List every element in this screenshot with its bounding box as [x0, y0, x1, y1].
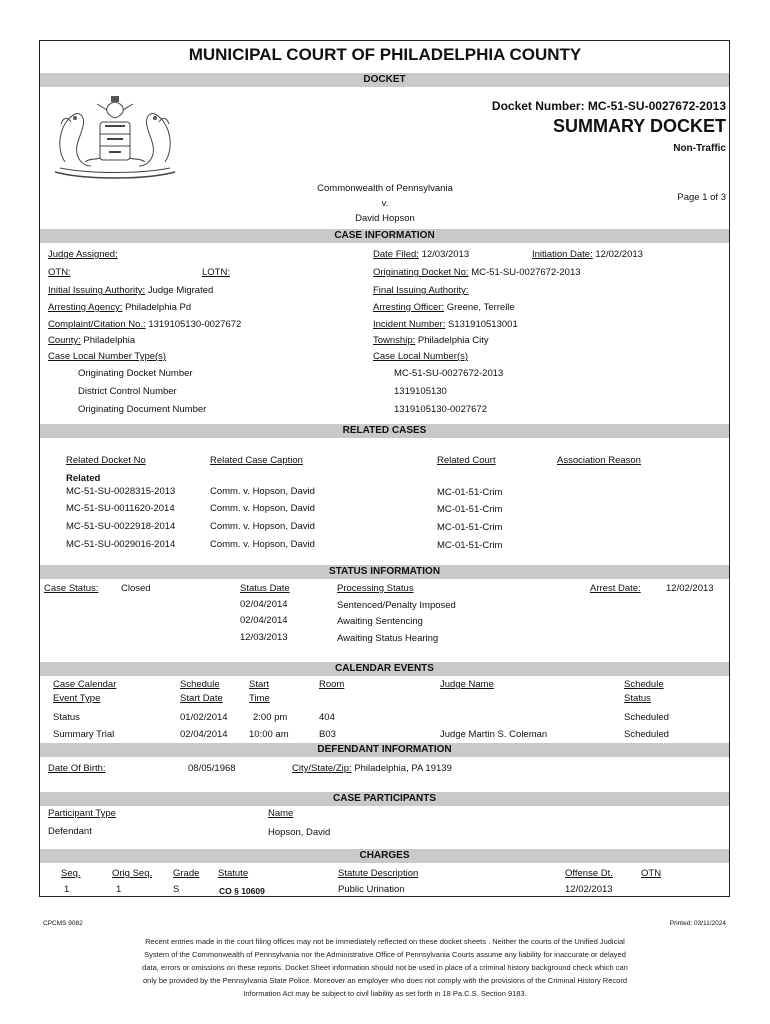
dob-value: 08/05/1968: [188, 763, 236, 774]
otn-label: OTN:: [48, 267, 71, 278]
related-group-label: Related: [66, 473, 101, 484]
participant-name-header: Name: [268, 808, 294, 819]
related-caption-cell: Comm. v. Hopson, David: [210, 486, 315, 497]
city-label: City/State/Zip:: [292, 763, 352, 774]
calendar-room-cell: B03: [319, 729, 336, 740]
participant-name-cell: Hopson, David: [268, 827, 331, 838]
originating-docket-label: Originating Docket No:: [373, 267, 469, 278]
arresting-agency-value: Philadelphia Pd: [125, 302, 192, 313]
case-status-label: Case Status:: [44, 583, 99, 594]
case-information-bar: CASE INFORMATION: [40, 229, 729, 243]
originating-docket: [373, 267, 581, 279]
association-reason-header: Association Reason: [557, 455, 641, 466]
calendar-event-header: Case Calendar: [53, 679, 117, 690]
local-type-label: Case Local Number Type(s): [48, 351, 167, 362]
initial-issuing-value: Judge Migrated: [147, 285, 214, 296]
caption-line-3: David Hopson: [355, 213, 415, 224]
docket-number: Docket Number: MC-51-SU-0027672-2013: [491, 99, 726, 113]
disclaimer-line: only be provided by the Pennsylvania State Police. Moreover an employer who does not comply with the provisions of the Criminal History Record: [143, 976, 627, 985]
schedule-status-header: Status: [624, 693, 651, 704]
status-date-cell: 02/04/2014: [240, 599, 288, 610]
related-docket-cell: MC-51-SU-0011620-2014: [66, 503, 175, 514]
arresting-agency-label: Arresting Agency:: [48, 302, 123, 313]
date-filed: [373, 249, 469, 261]
charge-orig-seq-cell: 1: [116, 884, 122, 895]
local-number-row: 1319105130-0027672: [394, 404, 487, 415]
local-number-row: MC-51-SU-0027672-2013: [394, 368, 504, 379]
status-date-header: Status Date: [240, 583, 290, 594]
charge-statute-header: Statute: [218, 868, 249, 879]
non-traffic-label: Non-Traffic: [673, 143, 726, 154]
calendar-event-cell: Summary Trial: [53, 729, 115, 740]
township-value: Philadelphia City: [417, 335, 489, 346]
local-type-row: District Control Number: [78, 386, 177, 397]
disclaimer-line: Recent entries made in the court filing offices may not be immediately reflected on these docket sheets . Neither the courts of the Unified Judicial: [145, 937, 625, 946]
schedule-start-header: Start Date: [180, 693, 223, 704]
charge-description-header: Statute Description: [338, 868, 419, 879]
participant-type-header: Participant Type: [48, 808, 116, 819]
charge-grade-cell: S: [173, 884, 180, 895]
case-status-value: Closed: [121, 583, 151, 594]
calendar-date-cell: 01/02/2014: [180, 712, 228, 723]
court-title: MUNICIPAL COURT OF PHILADELPHIA COUNTY: [188, 45, 582, 64]
related-court-header: Related Court: [437, 455, 496, 466]
related-caption-cell: Comm. v. Hopson, David: [210, 503, 315, 514]
township-label: Township:: [373, 335, 416, 346]
local-number-row: 1319105130: [394, 386, 447, 397]
initiation-date: [532, 249, 643, 261]
related-caption-cell: Comm. v. Hopson, David: [210, 521, 315, 532]
related-caption-header: Related Case Caption: [210, 455, 303, 466]
disclaimer-line: Information Act may be subject to civil liability as set forth in 18 Pa.C.S. Section 9183.: [243, 989, 527, 998]
calendar-date-cell: 02/04/2014: [180, 729, 228, 740]
defendant-information-bar: DEFENDANT INFORMATION: [40, 743, 729, 757]
related-court-cell: MC-01-51-Crim: [437, 487, 503, 498]
county-label: County:: [48, 335, 81, 346]
charge-description-cell: Public Urination: [338, 884, 405, 895]
related-docket-cell: MC-51-SU-0022918-2014: [66, 521, 176, 532]
calendar-status-cell: Scheduled: [624, 729, 669, 740]
room-header: Room: [319, 679, 345, 690]
calendar-event-cell: Status: [53, 712, 80, 723]
processing-status-cell: Awaiting Sentencing: [337, 616, 423, 627]
local-type-row: Originating Docket Number: [78, 368, 193, 379]
initial-issuing-label: Initial Issuing Authority:: [48, 285, 146, 296]
charge-seq-header: Seq.: [61, 868, 81, 879]
related-cases-bar: RELATED CASES: [40, 424, 729, 438]
charge-seq-cell: 1: [64, 884, 70, 895]
lotn-label: LOTN:: [202, 267, 230, 278]
status-information-bar: STATUS INFORMATION: [40, 565, 729, 579]
summary-docket-title: SUMMARY DOCKET: [552, 116, 726, 136]
page-indicator: Page 1 of 3: [677, 192, 726, 203]
charge-offense-date-cell: 12/02/2013: [565, 884, 613, 895]
initial-issuing: [48, 285, 213, 297]
calendar-judge-cell: Judge Martin S. Coleman: [440, 729, 548, 740]
judge-assigned-label: Judge Assigned:: [48, 249, 118, 260]
caption-line-2: v.: [381, 198, 389, 209]
incident-number: [373, 319, 518, 331]
related-docket-cell: MC-51-SU-0028315-2013: [66, 486, 176, 497]
arresting-officer: [373, 302, 515, 314]
charges-bar: CHARGES: [40, 849, 729, 863]
arresting-officer-label: Arresting Officer:: [373, 302, 445, 313]
caption-line-1: Commonwealth of Pennsylvania: [317, 183, 453, 194]
related-docket-header: Related Docket No: [66, 455, 146, 466]
charge-statute-cell: CO § 10609: [219, 886, 265, 896]
arrest-date-label: Arrest Date:: [590, 583, 641, 594]
date-filed-label: Date Filed:: [373, 249, 419, 260]
arresting-agency: [48, 302, 191, 314]
local-number-label: Case Local Number(s): [373, 351, 469, 362]
date-filed-value: 12/03/2013: [421, 249, 470, 260]
calendar-events-bar: CALENDAR EVENTS: [40, 662, 729, 676]
related-caption-cell: Comm. v. Hopson, David: [210, 539, 315, 550]
schedule-status-header: Schedule: [624, 679, 664, 690]
disclaimer-line: System of the Commonwealth of Pennsylvania nor the Administrative Office of Pennsylvania Courts assume any liability for inaccurate or delayed: [144, 950, 626, 959]
status-date-cell: 02/04/2014: [240, 615, 288, 626]
pennsylvania-seal-icon: [45, 92, 185, 182]
calendar-time-cell: 2:00 pm: [253, 712, 288, 723]
start-time-header: Start: [249, 679, 270, 690]
calendar-event-header: Event Type: [53, 693, 101, 704]
related-court-cell: MC-01-51-Crim: [437, 522, 503, 533]
complaint-value: 1319105130-0027672: [148, 319, 242, 330]
charge-grade-header: Grade: [173, 868, 200, 879]
complaint-number: [48, 319, 241, 331]
arrest-date-value: 12/02/2013: [666, 583, 714, 594]
participant-type-cell: Defendant: [48, 826, 92, 837]
county-value: Philadelphia: [83, 335, 136, 346]
initiation-date-label: Initiation Date:: [532, 249, 593, 260]
calendar-room-cell: 404: [319, 712, 335, 723]
docket-bar: DOCKET: [40, 73, 729, 87]
related-docket-cell: MC-51-SU-0029016-2014: [66, 539, 176, 550]
judge-name-header: Judge Name: [440, 679, 494, 690]
processing-status-cell: Awaiting Status Hearing: [337, 633, 439, 644]
initiation-date-value: 12/02/2013: [595, 249, 643, 260]
calendar-time-cell: 10:00 am: [249, 729, 289, 740]
local-type-row: Originating Document Number: [78, 404, 207, 415]
processing-status-header: Processing Status: [337, 583, 414, 594]
complaint-label: Complaint/Citation No.:: [48, 319, 146, 330]
arresting-officer-value: Greene, Terrelle: [446, 302, 515, 313]
disclaimer-line: data, errors or omissions on these reports. Docket Sheet information should not be used in place of a criminal history background check which can: [142, 963, 628, 972]
final-issuing-label: Final Issuing Authority:: [373, 285, 469, 296]
incident-value: S131910513001: [447, 319, 518, 330]
start-time-header: Time: [249, 693, 270, 704]
charge-orig-seq-header: Orig Seq.: [112, 868, 153, 879]
originating-docket-value: MC-51-SU-0027672-2013: [471, 267, 581, 278]
calendar-status-cell: Scheduled: [624, 712, 669, 723]
related-court-cell: MC-01-51-Crim: [437, 504, 503, 515]
case-participants-bar: CASE PARTICIPANTS: [40, 792, 729, 806]
county: [48, 335, 135, 347]
charge-otn-header: OTN: [641, 868, 662, 879]
printed-date: Printed: 03/11/2024: [669, 920, 726, 927]
form-id: CPCMS 9082: [43, 920, 83, 927]
city-value: Philadelphia, PA 19139: [354, 763, 452, 774]
incident-label: Incident Number:: [373, 319, 446, 330]
charge-offense-date-header: Offense Dt.: [565, 868, 613, 879]
status-date-cell: 12/03/2013: [240, 632, 288, 643]
city-state-zip: [292, 763, 452, 775]
schedule-start-header: Schedule: [180, 679, 220, 690]
dob-label: Date Of Birth:: [48, 763, 106, 774]
processing-status-cell: Sentenced/Penalty Imposed: [337, 600, 456, 611]
township: [373, 335, 489, 347]
related-court-cell: MC-01-51-Crim: [437, 540, 503, 551]
